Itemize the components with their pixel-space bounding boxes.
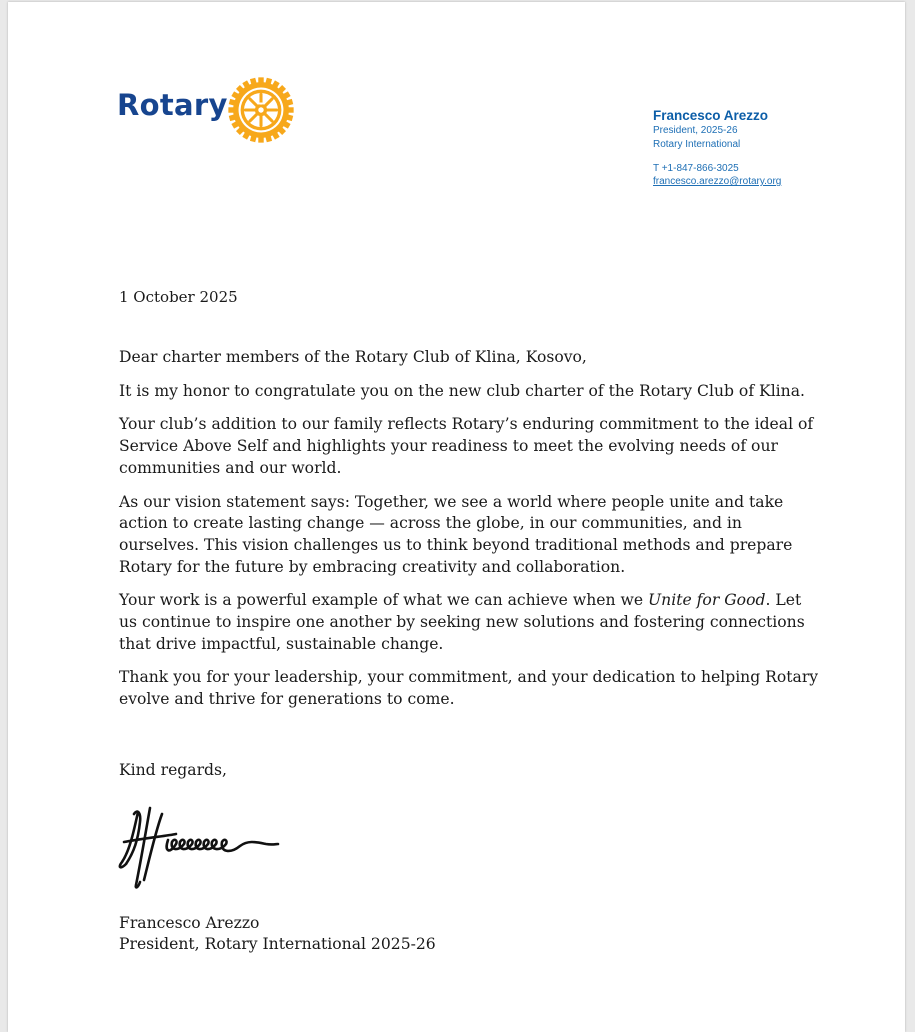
salutation: Dear charter members of the Rotary Club of Klina, Kosovo, [119, 348, 587, 366]
paragraph-4-emphasis: Unite for Good [648, 591, 766, 610]
sender-org: Rotary International [653, 139, 741, 150]
paragraph-1: It is my honor to congratulate you on the new club charter of the Rotary Club of Klina. [119, 381, 805, 400]
rotary-wheel-icon [227, 76, 295, 144]
paragraph-4-text: Your work is a powerful example of what we can achieve when we [119, 591, 649, 610]
paragraph-4-text-end: . Let us continue to inspire one another by seeking new solutions and fostering connections that drive impactful, sustainable change. [119, 591, 805, 653]
letter-page [8, 2, 905, 1032]
sender-title: President, 2025-26 [653, 125, 738, 136]
paragraph-3: As our vision statement says: Together, we see a world where people unite and take action to create lasting change — across the globe, in our communities, and in ourselves. This vision challenges us to think beyond traditional methods and prepare Rotary for the future by embracing creativity and collaboration. [119, 492, 793, 576]
paragraph-4 [119, 590, 819, 655]
paragraph-2: Your club’s addition to our family reflects Rotary’s enduring commitment to the ideal of Service Above Self and highlights your readiness to meet the evolving needs of our communities and our world. [119, 415, 814, 477]
sender-phone: T +1-847-866-3025 [653, 163, 739, 174]
sender-email-link[interactable]: francesco.arezzo@rotary.org [653, 176, 782, 187]
signer-title: President, Rotary International 2025-26 [119, 935, 436, 953]
signer-name: Francesco Arezzo [119, 914, 260, 932]
paragraph-5: Thank you for your leadership, your commitment, and your dedication to helping Rotary evolve and thrive for generations to come. [119, 668, 819, 709]
handwritten-signature [116, 800, 286, 895]
closing: Kind regards, [119, 761, 227, 779]
letter-date: 1 October 2025 [119, 288, 238, 306]
signature-block [119, 913, 436, 955]
rotary-logo-text: Rotary [117, 88, 228, 122]
sender-info [653, 108, 781, 188]
letter-body [119, 347, 819, 723]
sender-name: Francesco Arezzo [653, 108, 769, 123]
